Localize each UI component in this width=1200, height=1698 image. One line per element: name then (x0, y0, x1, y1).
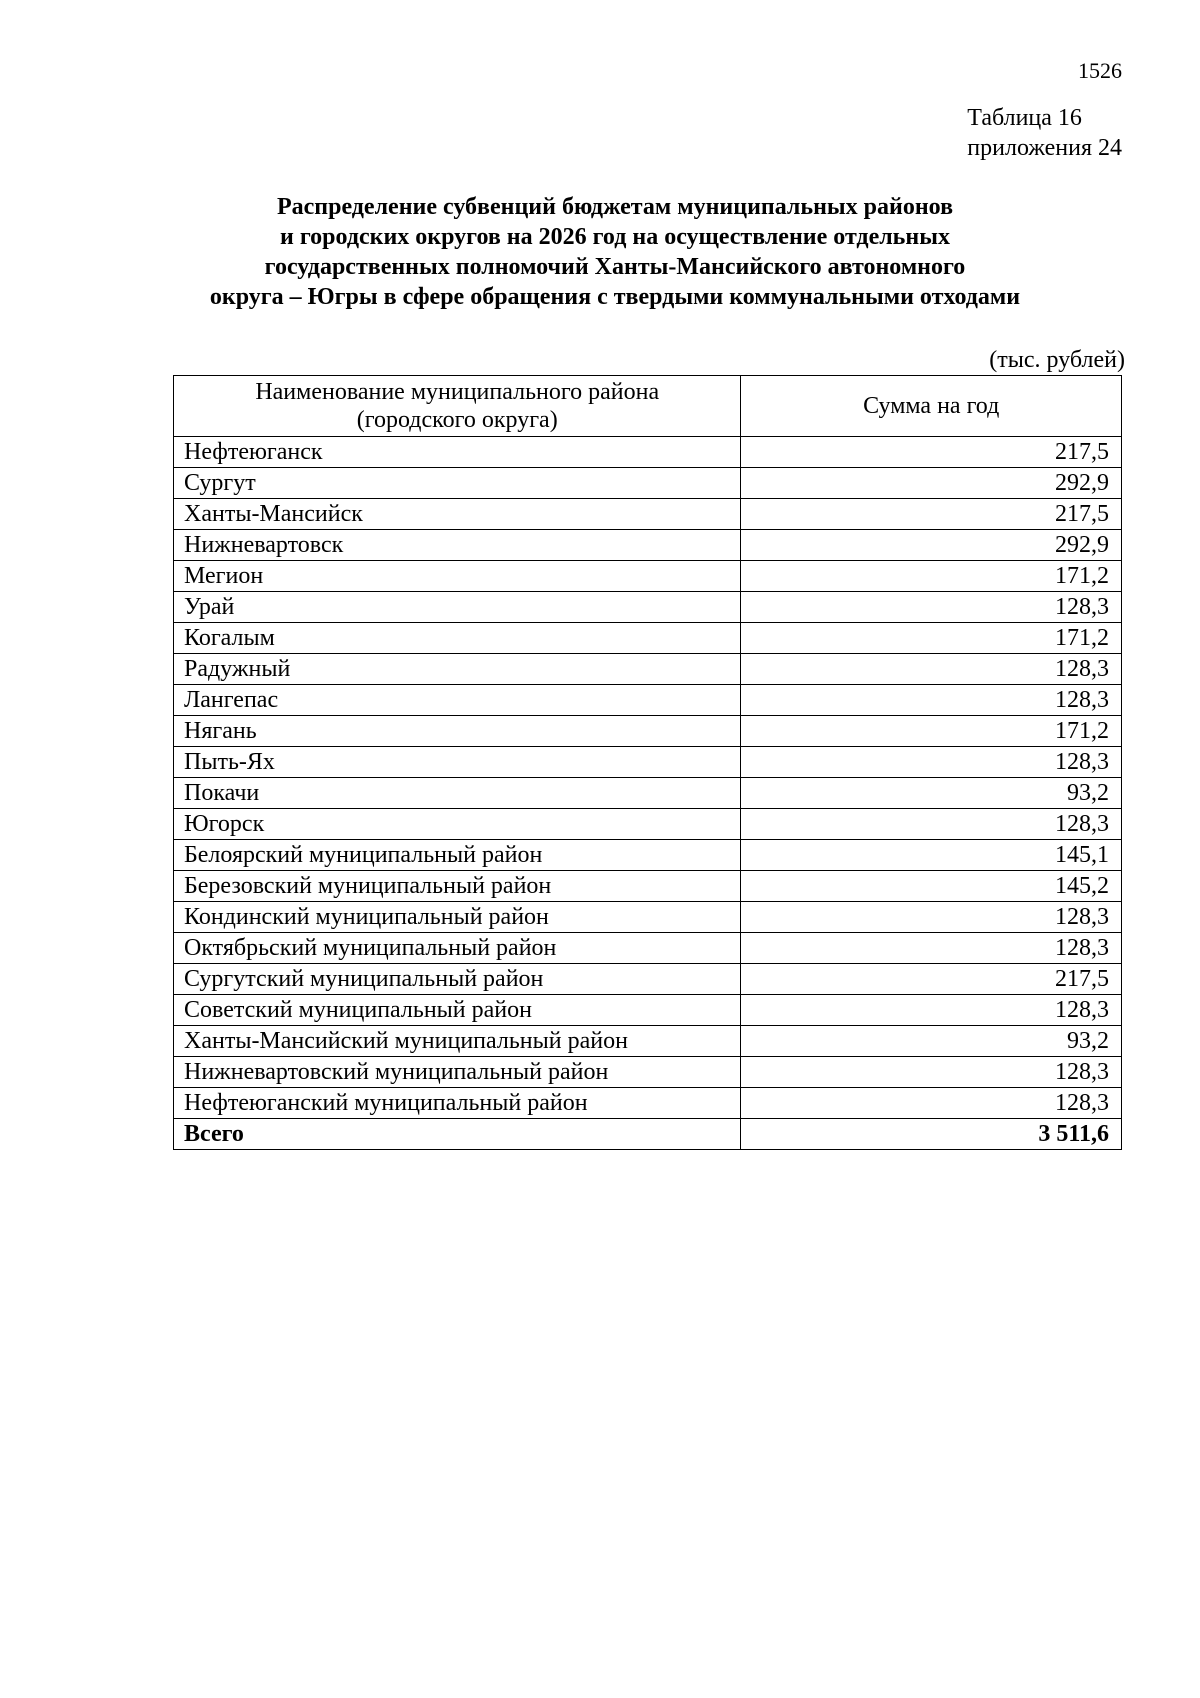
row-sum: 93,2 (741, 778, 1122, 809)
table-row (174, 1088, 1122, 1119)
row-sum: 128,3 (741, 902, 1122, 933)
table-row (174, 1057, 1122, 1088)
row-name: Урай (174, 592, 741, 623)
row-sum: 128,3 (741, 1088, 1122, 1119)
table-row (174, 902, 1122, 933)
table-row (174, 995, 1122, 1026)
table-row (174, 685, 1122, 716)
table-row (174, 933, 1122, 964)
title-line-4: округа – Югры в сфере обращения с твердыми коммунальными отходами (209, 284, 1021, 310)
title-line-1: Распределение субвенций бюджетам муниципальных районов (276, 194, 954, 220)
row-sum: 171,2 (741, 623, 1122, 654)
row-name: Покачи (174, 778, 741, 809)
row-sum: 217,5 (741, 437, 1122, 468)
row-name: Нефтеюганский муниципальный район (174, 1088, 741, 1119)
row-name: Советский муниципальный район (174, 995, 741, 1026)
row-name: Березовский муниципальный район (174, 871, 741, 902)
table-row (174, 623, 1122, 654)
table-reference (967, 103, 1122, 163)
row-name: Когалым (174, 623, 741, 654)
table-row (174, 530, 1122, 561)
row-name: Сургутский муниципальный район (174, 964, 741, 995)
row-sum: 145,1 (741, 840, 1122, 871)
table-ref-line1: Таблица 16 (967, 105, 1082, 131)
row-sum: 128,3 (741, 933, 1122, 964)
row-name: Нефтеюганск (174, 437, 741, 468)
row-sum: 292,9 (741, 530, 1122, 561)
table-header-row (174, 376, 1122, 437)
row-sum: 171,2 (741, 716, 1122, 747)
table-row (174, 871, 1122, 902)
row-sum: 217,5 (741, 964, 1122, 995)
row-name: Радужный (174, 654, 741, 685)
table-row (174, 840, 1122, 871)
row-sum: 93,2 (741, 1026, 1122, 1057)
table-row (174, 654, 1122, 685)
row-name: Белоярский муниципальный район (174, 840, 741, 871)
row-name: Мегион (174, 561, 741, 592)
row-sum: 128,3 (741, 809, 1122, 840)
row-sum: 145,2 (741, 871, 1122, 902)
row-sum: 128,3 (741, 747, 1122, 778)
row-sum: 128,3 (741, 995, 1122, 1026)
table-row (174, 964, 1122, 995)
row-name: Кондинский муниципальный район (174, 902, 741, 933)
title-line-2: и городских округов на 2026 год на осуществление отдельных (280, 224, 950, 250)
row-sum: 3 511,6 (741, 1119, 1122, 1150)
row-sum: 171,2 (741, 561, 1122, 592)
table-row (174, 499, 1122, 530)
header-name-line2: (городского округа) (356, 407, 558, 433)
table-ref-line2: приложения 24 (967, 135, 1122, 161)
header-name-line1: Наименование муниципального района (255, 379, 660, 405)
table-body (174, 437, 1122, 1150)
row-sum: 217,5 (741, 499, 1122, 530)
table-row (174, 561, 1122, 592)
row-name: Ханты-Мансийский муниципальный район (174, 1026, 741, 1057)
table-row (174, 778, 1122, 809)
row-name: Нягань (174, 716, 741, 747)
row-name: Пыть-Ях (174, 747, 741, 778)
row-name: Всего (174, 1119, 741, 1150)
row-name: Югорск (174, 809, 741, 840)
title-line-3: государственных полномочий Ханты-Мансийского автономного (264, 254, 966, 280)
row-name: Нижневартовск (174, 530, 741, 561)
units-label: (тыс. рублей) (989, 347, 1125, 373)
row-sum: 128,3 (741, 1057, 1122, 1088)
row-sum: 128,3 (741, 654, 1122, 685)
table-row (174, 809, 1122, 840)
row-name: Октябрьский муниципальный район (174, 933, 741, 964)
table-total-row (174, 1119, 1122, 1150)
row-sum: 128,3 (741, 685, 1122, 716)
row-sum: 128,3 (741, 592, 1122, 623)
header-name (174, 376, 741, 437)
table-row (174, 437, 1122, 468)
table-row (174, 468, 1122, 499)
subvention-table (173, 375, 1122, 1150)
table-row (174, 716, 1122, 747)
page-number: 1526 (1078, 58, 1122, 83)
row-name: Лангепас (174, 685, 741, 716)
table-row (174, 747, 1122, 778)
row-sum: 292,9 (741, 468, 1122, 499)
document-title (120, 192, 1110, 312)
table-row (174, 592, 1122, 623)
row-name: Сургут (174, 468, 741, 499)
header-sum: Сумма на год (741, 376, 1122, 437)
row-name: Ханты-Мансийск (174, 499, 741, 530)
row-name: Нижневартовский муниципальный район (174, 1057, 741, 1088)
table-row (174, 1026, 1122, 1057)
